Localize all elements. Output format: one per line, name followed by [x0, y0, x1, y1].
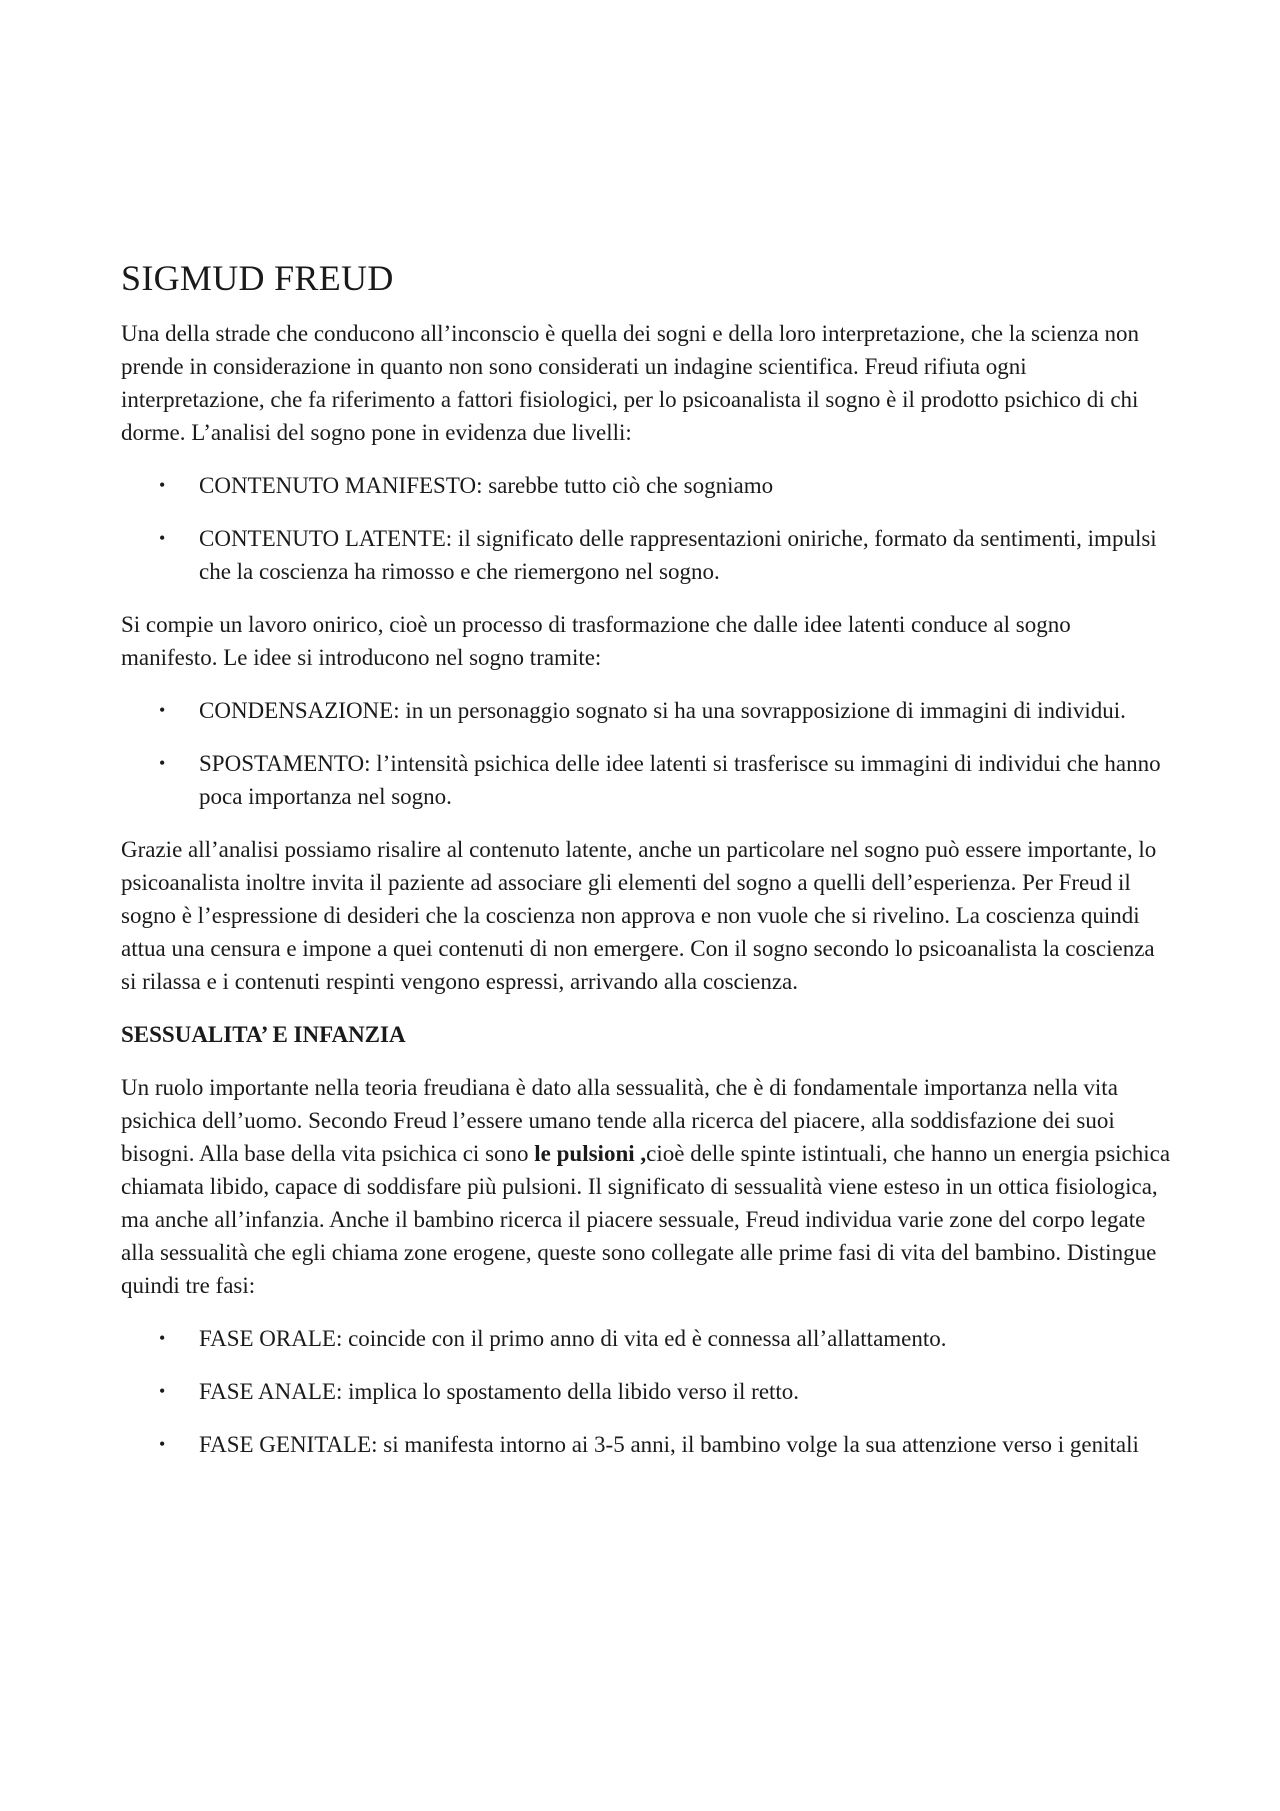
sexuality-paragraph [121, 1071, 1171, 1302]
sexuality-text-part2: cioè delle spinte istintuali, che hanno un energia psichica chiamata libido, capace di soddisfare più pulsioni. Il significato di sessualità viene esteso in un ottica fisiologica, ma anche all’infanzia. Anche il bambino ricerca il piacere sessuale, Freud individua varie zone del corpo legate alla sessualità che egli chiama zone erogene, queste sono collegate alle prime fasi di vita del bambino. Distingue quindi tre fasi: [121, 1141, 1171, 1298]
bullet-icon: • [159, 1434, 166, 1454]
bullet-icon: • [159, 475, 166, 495]
dream-mechanisms-list [121, 694, 1171, 813]
list-item [121, 1322, 1171, 1355]
list-item [121, 1428, 1171, 1461]
document-title: SIGMUD FREUD [121, 258, 394, 298]
list-item-text: CONTENUTO LATENTE: il significato delle rappresentazioni oniriche, formato da sentimenti, impulsi che la coscienza ha rimosso e che riemergono nel sogno. [199, 526, 1157, 584]
list-item-text: CONTENUTO MANIFESTO: sarebbe tutto ciò che sogniamo [199, 473, 774, 498]
bullet-icon: • [159, 700, 166, 720]
intro-paragraph: Una della strade che conducono all’inconscio è quella dei sogni e della loro interpretazione, che la scienza non prende in considerazione in quanto non sono considerati un indagine scientifica. Freud rifiuta ogni interpretazione, che fa riferimento a fattori fisiologici, per lo psicoanalista il sogno è il prodotto psichico di chi dorme. L’analisi del sogno pone in evidenza due livelli: [121, 321, 1139, 445]
list-item [121, 469, 1171, 502]
list-item-text: FASE ANALE: implica lo spostamento della libido verso il retto. [199, 1379, 800, 1404]
sexuality-text-part1: Un ruolo importante nella teoria freudiana è dato alla sessualità, che è di fondamentale importanza nella vita psichica dell’uomo. Secondo Freud l’essere umano tende alla ricerca del piacere, alla soddisfazione dei suoi bisogni. Alla base della vita psichica ci sono [121, 1075, 1118, 1166]
list-item [121, 522, 1171, 588]
document-page [121, 255, 1171, 1481]
bullet-icon: • [159, 1381, 166, 1401]
section-heading: SESSUALITA’ E INFANZIA [121, 1022, 406, 1047]
dream-work-paragraph: Si compie un lavoro onirico, cioè un processo di trasformazione che dalle idee latenti conduce al sogno manifesto. Le idee si introducono nel sogno tramite: [121, 612, 1071, 670]
analysis-paragraph: Grazie all’analisi possiamo risalire al contenuto latente, anche un particolare nel sogno può essere importante, lo psicoanalista inoltre invita il paziente ad associare gli elementi del sogno a quelli dell’esperienza. Per Freud il sogno è l’espressione di desideri che la coscienza non approva e non vuole che si rivelino. La coscienza quindi attua una censura e impone a quei contenuti di non emergere. Con il sogno secondo lo psicoanalista la coscienza si rilassa e i contenuti respinti vengono espressi, arrivando alla coscienza. [121, 837, 1157, 994]
list-item-text: FASE GENITALE: si manifesta intorno ai 3-5 anni, il bambino volge la sua attenzione verso i genitali [199, 1432, 1139, 1457]
bullet-icon: • [159, 1328, 166, 1348]
sexuality-bold-term: le pulsioni , [534, 1141, 647, 1166]
list-item-text: SPOSTAMENTO: l’intensità psichica delle idee latenti si trasferisce su immagini di individui che hanno poca importanza nel sogno. [199, 751, 1161, 809]
list-item [121, 694, 1171, 727]
bullet-icon: • [159, 753, 166, 773]
list-item-text: CONDENSAZIONE: in un personaggio sognato si ha una sovrapposizione di immagini di individui. [199, 698, 1126, 723]
dream-levels-list [121, 469, 1171, 588]
phases-list [121, 1322, 1171, 1461]
bullet-icon: • [159, 528, 166, 548]
list-item [121, 747, 1171, 813]
list-item-text: FASE ORALE: coincide con il primo anno di vita ed è connessa all’allattamento. [199, 1326, 947, 1351]
list-item [121, 1375, 1171, 1408]
